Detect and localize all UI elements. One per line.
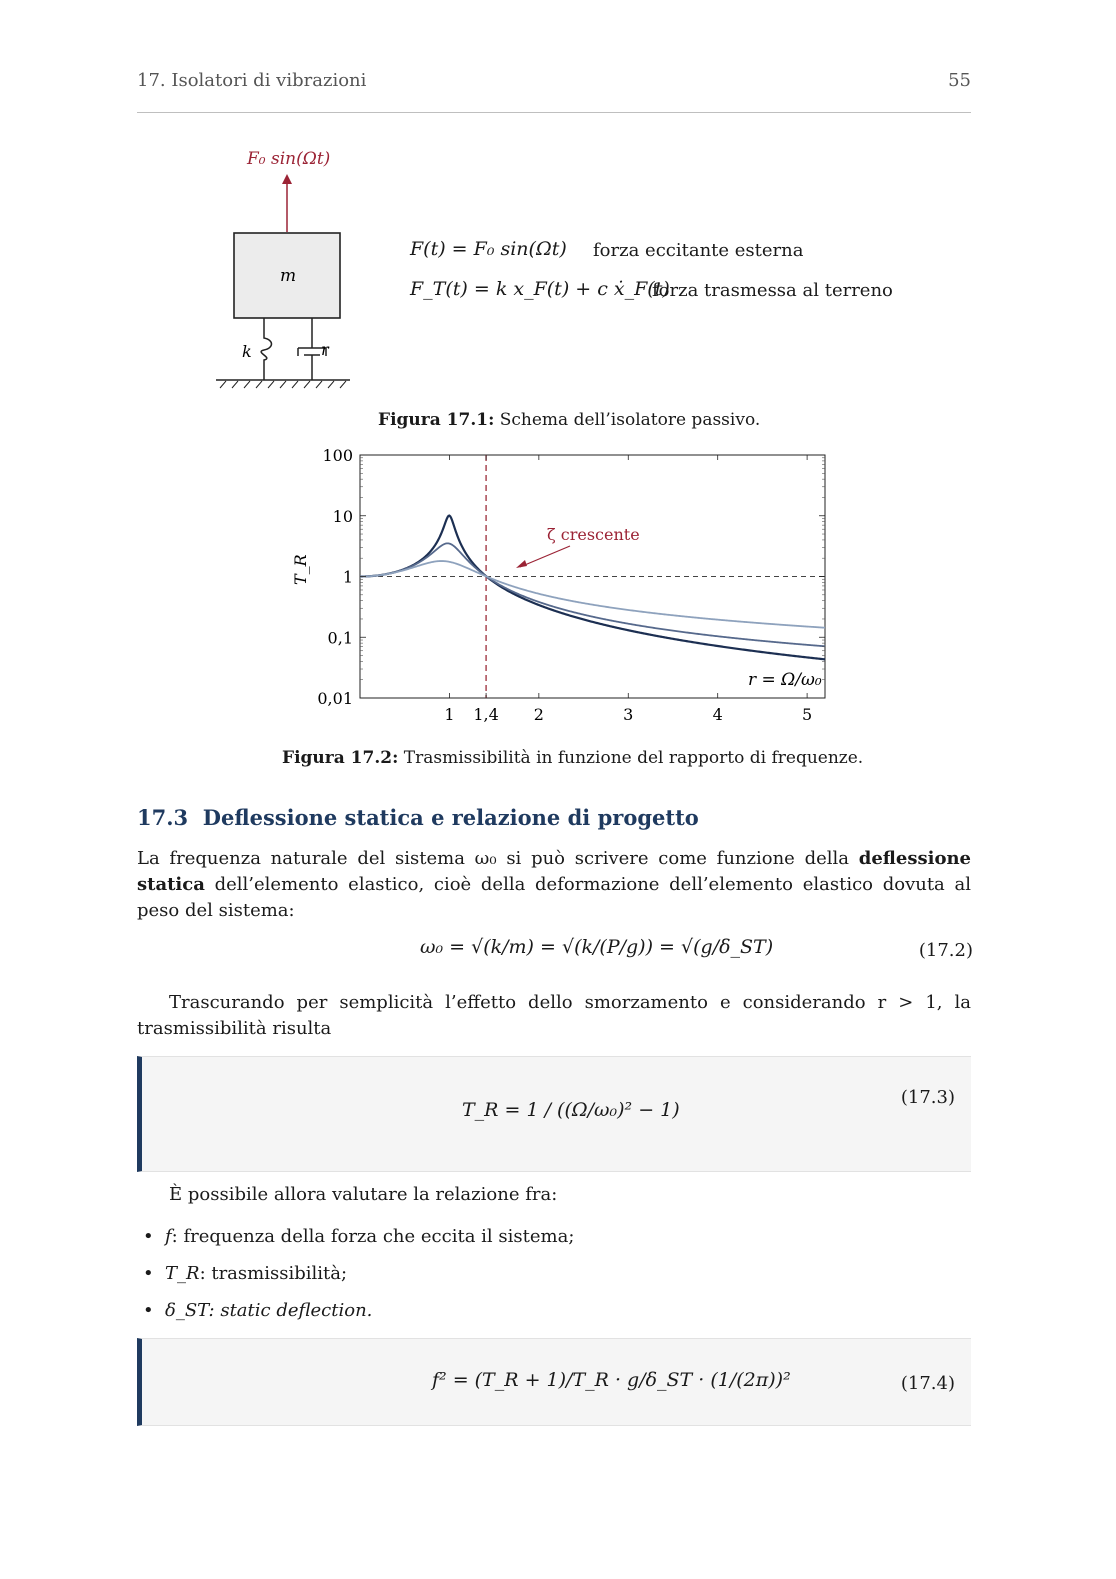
force-description: forza eccitante esterna xyxy=(593,240,804,261)
y-tick-label: 0,01 xyxy=(317,689,353,708)
list-item-text: : static deflection. xyxy=(208,1300,373,1321)
list-item-text: : trasmissibilità; xyxy=(199,1263,348,1284)
paragraph-1-bold: deflessione statica xyxy=(137,848,971,895)
section-number: 17.3 xyxy=(137,805,189,830)
header-rule xyxy=(137,112,971,113)
spring xyxy=(261,318,271,380)
figure-17-1-caption-label: Figura 17.1: xyxy=(378,410,495,430)
section-title: Deflessione statica e relazione di progetto xyxy=(202,805,699,830)
force-arrow-head xyxy=(282,174,292,184)
list-item-symbol: T_R xyxy=(165,1263,200,1284)
x-tick-label: 1,4 xyxy=(473,705,499,724)
series-line xyxy=(360,543,825,646)
x-tick-label: 2 xyxy=(533,705,544,724)
list-item xyxy=(137,1263,971,1300)
x-tick-label: 1 xyxy=(444,705,455,724)
isolator-schematic xyxy=(200,140,370,395)
running-header-chapter: 17. Isolatori di vibrazioni xyxy=(137,70,367,91)
force-equation: F(t) = F₀ sin(Ωt) xyxy=(410,238,567,260)
y-tick-label: 0,1 xyxy=(327,628,353,648)
y-tick-label: 1 xyxy=(342,567,353,587)
list-item-symbol: f xyxy=(165,1226,172,1247)
ground-hatching xyxy=(220,381,346,388)
equation-17-4-number: (17.4) xyxy=(900,1373,955,1394)
x-tick-label: 5 xyxy=(802,705,813,724)
figure-17-2-caption-text: Trasmissibilità in funzione del rapporto di frequenze. xyxy=(403,748,864,768)
y-tick-label: 10 xyxy=(332,506,353,526)
equation-box-17-3 xyxy=(137,1056,971,1172)
mass-label: m xyxy=(280,266,297,286)
transmitted-force-description: forza trasmessa al terreno xyxy=(652,280,893,301)
equation-17-3: T_R = 1 / ((Ω/ω₀)² − 1) xyxy=(462,1099,680,1121)
figure-17-2-caption-label: Figura 17.2: xyxy=(282,748,399,768)
equation-17-2: ω₀ = √(k/m) = √(k/(P/g)) = √(g/δ_ST) xyxy=(420,936,774,958)
spring-label: k xyxy=(242,342,252,361)
y-tick-label: 100 xyxy=(322,446,353,465)
paragraph-1-text-b: dell’elemento elastico, cioè della deformazione dell’elemento elastico dovuta al peso del sistema: xyxy=(137,874,971,921)
parameter-list xyxy=(137,1226,971,1337)
figure-17-1-caption-text: Schema dell’isolatore passivo. xyxy=(499,410,761,430)
section-heading xyxy=(137,805,699,830)
damper-label: r xyxy=(321,340,329,359)
force-label: F₀ sin(Ωt) xyxy=(247,149,331,169)
annotation-arrow-head xyxy=(516,560,527,568)
transmitted-force-equation: F_T(t) = k x_F(t) + c ẋ_F(t) xyxy=(410,278,670,300)
paragraph-1 xyxy=(137,846,971,924)
page-number: 55 xyxy=(948,70,971,91)
paragraph-1-text-a: La frequenza naturale del sistema ω₀ si può scrivere come funzione della xyxy=(137,848,859,869)
damping-annotation: ζ crescente xyxy=(547,525,640,544)
paragraph-3: È possibile allora valutare la relazione fra: xyxy=(169,1184,558,1205)
equation-17-2-number: (17.2) xyxy=(918,940,973,961)
equation-17-4: f² = (T_R + 1)/T_R · g/δ_ST · (1/(2π))² xyxy=(432,1369,791,1391)
equation-box-17-4 xyxy=(137,1338,971,1426)
figure-17-1-caption xyxy=(378,410,760,430)
plot-frame xyxy=(360,455,825,698)
series-line xyxy=(360,561,825,628)
equation-17-3-number: (17.3) xyxy=(900,1087,955,1108)
list-item-text: : frequenza della forza che eccita il sistema; xyxy=(171,1226,575,1247)
x-tick-label: 4 xyxy=(712,705,723,724)
list-item-symbol: δ_ST xyxy=(165,1300,209,1321)
paragraph-2: Trascurando per semplicità l’effetto dello smorzamento e considerando r > 1, la trasmissibilità risulta xyxy=(137,992,971,1039)
y-axis-label: T_R xyxy=(291,554,310,585)
figure-17-2-caption xyxy=(282,748,863,768)
list-item xyxy=(137,1300,971,1337)
x-axis-label: r = Ω/ω₀ xyxy=(748,670,822,690)
x-tick-label: 3 xyxy=(623,705,634,724)
transmissibility-chart xyxy=(270,445,840,730)
list-item xyxy=(137,1226,971,1263)
annotation-arrow xyxy=(520,546,570,567)
